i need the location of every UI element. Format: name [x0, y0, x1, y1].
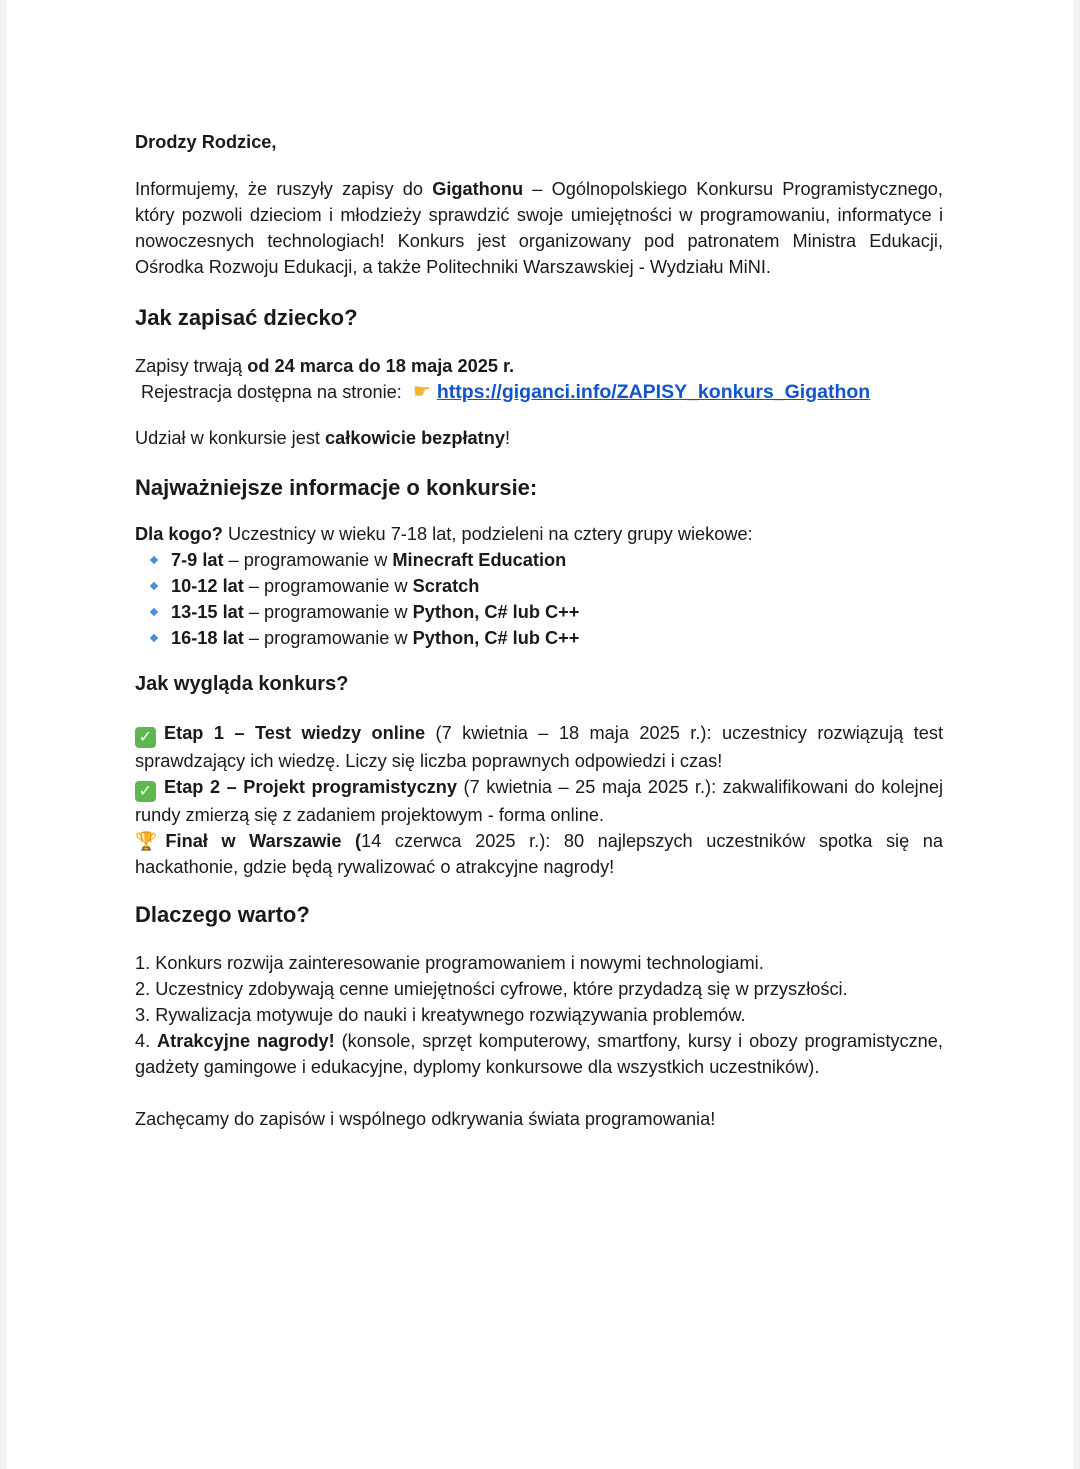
- diamond-bullet-icon: [150, 556, 158, 564]
- list-item: [147, 573, 943, 599]
- dates-bold: od 24 marca do 18 maja 2025 r.: [247, 356, 515, 376]
- heading-how-to-register: Jak zapisać dziecko?: [135, 305, 358, 330]
- group-age: 13-15 lat: [171, 602, 244, 622]
- list-item: [147, 547, 943, 573]
- reason-2: 2. Uczestnicy zdobywają cenne umiejętności cyfrowe, które przydadzą się w przyszłości.: [135, 979, 848, 999]
- intro-text-2: – Ogólnopolskiego Konkursu Programistycznego, który pozwoli dzieciom i młodzieży sprawdzić swoje umiejętności w programowaniu, informatyce i nowoczesnych technologiach! Konkurs jest organizowany pod patronatem Ministra Edukacji, Ośrodka Rozwoju Edukacji, a także Politechniki Warszawskiej - Wydziału MiNI.: [135, 179, 943, 277]
- free-suffix: !: [504, 428, 511, 448]
- group-mid: – programowanie w: [243, 576, 413, 596]
- stage-1: [135, 720, 943, 774]
- stage-1-title: Etap 1 – Test wiedzy online: [164, 723, 426, 743]
- stage-2-title: Etap 2 – Projekt programistyczny: [164, 777, 458, 797]
- diamond-bullet-icon: [150, 582, 158, 590]
- group-mid: – programowanie w: [243, 628, 413, 648]
- reason-4-text: (konsole, sprzęt komputerowy, smartfony, kursy i obozy programistyczne, gadżety gamingowe i edukacyjne, dyplomy konkursowe dla wszystkich uczestników).: [135, 1031, 943, 1077]
- group-tech: Scratch: [412, 576, 480, 596]
- group-tech: Python, C# lub C++: [412, 628, 580, 648]
- check-mark-icon: ✓: [135, 727, 156, 748]
- letter-content: [135, 129, 943, 1132]
- who-line: [135, 521, 943, 547]
- registration-link[interactable]: https://giganci.info/ZAPISY_konkurs_Gigathon: [436, 381, 871, 403]
- dates-prefix: Zapisy trwają: [135, 356, 248, 376]
- group-mid: – programowanie w: [243, 602, 413, 622]
- list-item: [147, 599, 943, 625]
- registration-line: [135, 379, 943, 405]
- stage-1-text: (7 kwietnia – 18 maja 2025 r.): uczestnicy rozwiązują test sprawdzający ich wiedzę. Liczy się liczba poprawnych odpowiedzi i czas!: [135, 723, 943, 771]
- reason-4-bold: Atrakcyjne nagrody!: [157, 1031, 335, 1051]
- heading-why-worth-it: Dlaczego warto?: [135, 902, 310, 927]
- registration-dates: [135, 353, 943, 379]
- intro-text-1: Informujemy, że ruszyły zapisy do: [135, 179, 433, 199]
- final-title: Finał w Warszawie (: [165, 831, 362, 851]
- diamond-bullet-icon: [150, 608, 158, 616]
- registration-prefix: Rejestracja dostępna na stronie:: [141, 382, 407, 402]
- document-page: [7, 0, 1073, 1469]
- list-item: [147, 625, 943, 651]
- who-text: Uczestnicy w wieku 7-18 lat, podzieleni na cztery grupy wiekowe:: [222, 524, 753, 544]
- free-participation: [135, 425, 943, 451]
- group-age: 7-9 lat: [171, 550, 224, 570]
- intro-bold-name: Gigathonu: [432, 179, 524, 199]
- reason-1: 1. Konkurs rozwija zainteresowanie programowaniem i nowymi technologiami.: [135, 953, 764, 973]
- reason-4: [135, 1028, 943, 1080]
- who-bold: Dla kogo?: [135, 524, 223, 544]
- final-text: 14 czerwca 2025 r.): 80 najlepszych uczestników spotka się na hackathonie, gdzie będą rywalizować o atrakcyjne nagrody!: [135, 831, 943, 877]
- greeting: Drodzy Rodzice,: [135, 132, 277, 152]
- age-groups-list: [135, 547, 943, 651]
- trophy-icon: 🏆: [135, 831, 158, 851]
- intro-paragraph: [135, 176, 943, 280]
- closing-line: Zachęcamy do zapisów i wspólnego odkrywania świata programowania!: [135, 1109, 716, 1129]
- group-age: 16-18 lat: [171, 628, 244, 648]
- pointing-hand-icon: ☛: [412, 381, 431, 403]
- heading-key-info: Najważniejsze informacje o konkursie:: [135, 475, 538, 500]
- reason-4-num: 4.: [135, 1031, 158, 1051]
- group-age: 10-12 lat: [171, 576, 244, 596]
- stage-2: [135, 774, 943, 828]
- group-tech: Minecraft Education: [392, 550, 567, 570]
- free-prefix: Udział w konkursie jest: [135, 428, 326, 448]
- heading-competition-stages: Jak wygląda konkurs?: [135, 673, 349, 695]
- group-mid: – programowanie w: [223, 550, 393, 570]
- free-bold: całkowicie bezpłatny: [325, 428, 505, 448]
- check-mark-icon: ✓: [135, 781, 156, 802]
- stage-2-text: (7 kwietnia – 25 maja 2025 r.): zakwalifikowani do kolejnej rundy zmierzą się z zadaniem projektowym - forma online.: [135, 777, 943, 825]
- stage-final: [135, 828, 943, 880]
- diamond-bullet-icon: [150, 634, 158, 642]
- group-tech: Python, C# lub C++: [412, 602, 580, 622]
- reason-3: 3. Rywalizacja motywuje do nauki i kreatywnego rozwiązywania problemów.: [135, 1005, 746, 1025]
